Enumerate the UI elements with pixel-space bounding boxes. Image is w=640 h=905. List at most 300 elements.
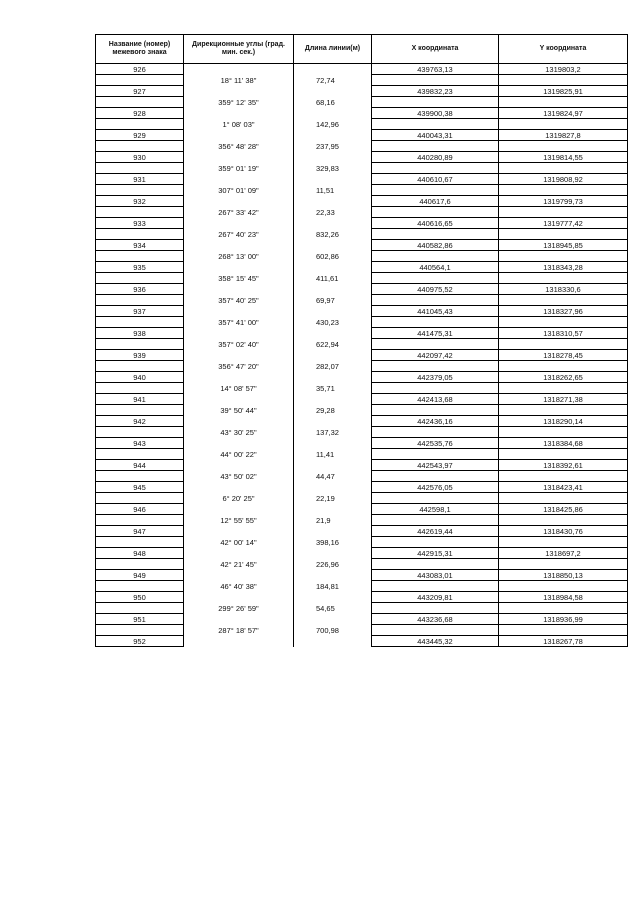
point-name-cell: 928 (96, 108, 184, 119)
empty-cell (294, 372, 372, 383)
table-row (96, 64, 628, 75)
empty-cell (96, 97, 184, 108)
point-name-cell: 944 (96, 460, 184, 471)
empty-cell (184, 438, 294, 449)
empty-cell (372, 229, 499, 240)
table-row (96, 350, 628, 361)
empty-cell (372, 515, 499, 526)
x-coordinate-cell: 442436,16 (372, 416, 499, 427)
empty-cell (184, 636, 294, 647)
empty-cell (499, 603, 628, 614)
table-row (96, 306, 628, 317)
direction-angle-cell: 358° 15' 45" (184, 273, 294, 284)
segment-row (96, 603, 628, 614)
x-coordinate-cell: 442413,68 (372, 394, 499, 405)
empty-cell (184, 196, 294, 207)
empty-cell (294, 592, 372, 603)
empty-cell (372, 185, 499, 196)
empty-cell (499, 339, 628, 350)
empty-cell (372, 251, 499, 262)
y-coordinate-cell: 1318945,85 (499, 240, 628, 251)
empty-cell (96, 207, 184, 218)
table-row (96, 174, 628, 185)
line-length-cell: 21,9 (294, 515, 372, 526)
header-y-coordinate: Y координата (499, 35, 628, 64)
line-length-cell: 69,97 (294, 295, 372, 306)
empty-cell (184, 130, 294, 141)
line-length-cell: 29,28 (294, 405, 372, 416)
segment-row (96, 449, 628, 460)
empty-cell (372, 141, 499, 152)
segment-row (96, 625, 628, 636)
point-name-cell: 943 (96, 438, 184, 449)
empty-cell (184, 240, 294, 251)
line-length-cell: 11,41 (294, 449, 372, 460)
point-name-cell: 949 (96, 570, 184, 581)
table-row (96, 152, 628, 163)
x-coordinate-cell: 439763,13 (372, 64, 499, 75)
y-coordinate-cell: 1319824,97 (499, 108, 628, 119)
table-body (96, 64, 628, 647)
segment-row (96, 339, 628, 350)
x-coordinate-cell: 440617,6 (372, 196, 499, 207)
table-row (96, 196, 628, 207)
empty-cell (294, 504, 372, 515)
direction-angle-cell: 39° 50' 44" (184, 405, 294, 416)
empty-cell (96, 449, 184, 460)
empty-cell (294, 460, 372, 471)
y-coordinate-cell: 1318310,57 (499, 328, 628, 339)
x-coordinate-cell: 439832,23 (372, 86, 499, 97)
empty-cell (96, 471, 184, 482)
y-coordinate-cell: 1318392,61 (499, 460, 628, 471)
point-name-cell: 952 (96, 636, 184, 647)
empty-cell (96, 493, 184, 504)
table-row (96, 284, 628, 295)
empty-cell (499, 207, 628, 218)
empty-cell (294, 416, 372, 427)
direction-angle-cell: 43° 30' 25" (184, 427, 294, 438)
empty-cell (372, 625, 499, 636)
empty-cell (96, 339, 184, 350)
x-coordinate-cell: 439900,38 (372, 108, 499, 119)
y-coordinate-cell: 1318327,96 (499, 306, 628, 317)
direction-angle-cell: 299° 26' 59" (184, 603, 294, 614)
empty-cell (96, 405, 184, 416)
y-coordinate-cell: 1319827,8 (499, 130, 628, 141)
table-row (96, 328, 628, 339)
x-coordinate-cell: 440280,89 (372, 152, 499, 163)
point-name-cell: 933 (96, 218, 184, 229)
table-row (96, 548, 628, 559)
y-coordinate-cell: 1318430,76 (499, 526, 628, 537)
empty-cell (96, 515, 184, 526)
y-coordinate-cell: 1318290,14 (499, 416, 628, 427)
empty-cell (294, 328, 372, 339)
table-row (96, 460, 628, 471)
y-coordinate-cell: 1318850,13 (499, 570, 628, 581)
table-row (96, 570, 628, 581)
empty-cell (96, 295, 184, 306)
x-coordinate-cell: 442379,05 (372, 372, 499, 383)
y-coordinate-cell: 1318425,86 (499, 504, 628, 515)
x-coordinate-cell: 442535,76 (372, 438, 499, 449)
empty-cell (96, 273, 184, 284)
table-row (96, 416, 628, 427)
x-coordinate-cell: 441475,31 (372, 328, 499, 339)
empty-cell (96, 185, 184, 196)
empty-cell (294, 636, 372, 647)
empty-cell (372, 119, 499, 130)
empty-cell (96, 383, 184, 394)
table-row (96, 504, 628, 515)
empty-cell (96, 229, 184, 240)
empty-cell (499, 163, 628, 174)
empty-cell (184, 548, 294, 559)
y-coordinate-cell: 1318262,65 (499, 372, 628, 383)
segment-row (96, 229, 628, 240)
empty-cell (184, 108, 294, 119)
segment-row (96, 559, 628, 570)
table-row (96, 526, 628, 537)
segment-row (96, 537, 628, 548)
table-row (96, 614, 628, 625)
empty-cell (372, 295, 499, 306)
empty-cell (499, 515, 628, 526)
y-coordinate-cell: 1318271,38 (499, 394, 628, 405)
segment-row (96, 295, 628, 306)
empty-cell (184, 350, 294, 361)
x-coordinate-cell: 442097,42 (372, 350, 499, 361)
header-line-length: Длина линии(м) (294, 35, 372, 64)
table-row (96, 130, 628, 141)
direction-angle-cell: 14° 08' 57" (184, 383, 294, 394)
table-row (96, 372, 628, 383)
line-length-cell: 602,86 (294, 251, 372, 262)
direction-angle-cell: 357° 40' 25" (184, 295, 294, 306)
segment-row (96, 493, 628, 504)
point-name-cell: 940 (96, 372, 184, 383)
direction-angle-cell: 12° 55' 55" (184, 515, 294, 526)
line-length-cell: 11,51 (294, 185, 372, 196)
direction-angle-cell: 356° 48' 28" (184, 141, 294, 152)
empty-cell (294, 196, 372, 207)
empty-cell (499, 625, 628, 636)
table-row (96, 108, 628, 119)
line-length-cell: 44,47 (294, 471, 372, 482)
empty-cell (499, 185, 628, 196)
segment-row (96, 251, 628, 262)
empty-cell (499, 471, 628, 482)
line-length-cell: 411,61 (294, 273, 372, 284)
empty-cell (372, 383, 499, 394)
y-coordinate-cell: 1318384,68 (499, 438, 628, 449)
line-length-cell: 398,16 (294, 537, 372, 548)
direction-angle-cell: 356° 47' 20" (184, 361, 294, 372)
y-coordinate-cell: 1318330,6 (499, 284, 628, 295)
line-length-cell: 54,65 (294, 603, 372, 614)
empty-cell (96, 625, 184, 636)
empty-cell (96, 603, 184, 614)
y-coordinate-cell: 1319814,55 (499, 152, 628, 163)
empty-cell (294, 614, 372, 625)
empty-cell (499, 493, 628, 504)
y-coordinate-cell: 1319803,2 (499, 64, 628, 75)
table-header-row (96, 35, 628, 64)
segment-row (96, 515, 628, 526)
direction-angle-cell: 1° 08' 03" (184, 119, 294, 130)
table-row (96, 240, 628, 251)
direction-angle-cell: 357° 02' 40" (184, 339, 294, 350)
direction-angle-cell: 46° 40' 38" (184, 581, 294, 592)
empty-cell (294, 570, 372, 581)
empty-cell (372, 449, 499, 460)
point-name-cell: 951 (96, 614, 184, 625)
empty-cell (184, 328, 294, 339)
line-length-cell: 430,23 (294, 317, 372, 328)
segment-row (96, 405, 628, 416)
empty-cell (184, 372, 294, 383)
x-coordinate-cell: 442598,1 (372, 504, 499, 515)
empty-cell (184, 504, 294, 515)
empty-cell (96, 163, 184, 174)
segment-row (96, 273, 628, 284)
line-length-cell: 22,33 (294, 207, 372, 218)
empty-cell (96, 427, 184, 438)
empty-cell (499, 383, 628, 394)
header-direction-angle: Дирекционные углы (град. мин. сек.) (184, 35, 294, 64)
direction-angle-cell: 267° 33' 42" (184, 207, 294, 218)
empty-cell (184, 482, 294, 493)
x-coordinate-cell: 440564,1 (372, 262, 499, 273)
direction-angle-cell: 359° 12' 35" (184, 97, 294, 108)
empty-cell (184, 460, 294, 471)
line-length-cell: 22,19 (294, 493, 372, 504)
empty-cell (294, 438, 372, 449)
point-name-cell: 942 (96, 416, 184, 427)
empty-cell (184, 394, 294, 405)
empty-cell (372, 471, 499, 482)
table-row (96, 262, 628, 273)
empty-cell (96, 581, 184, 592)
line-length-cell: 226,96 (294, 559, 372, 570)
x-coordinate-cell: 443236,68 (372, 614, 499, 625)
coordinates-table (95, 34, 628, 647)
x-coordinate-cell: 442915,31 (372, 548, 499, 559)
x-coordinate-cell: 440975,52 (372, 284, 499, 295)
direction-angle-cell: 357° 41' 00" (184, 317, 294, 328)
empty-cell (499, 405, 628, 416)
empty-cell (96, 141, 184, 152)
empty-cell (372, 75, 499, 86)
x-coordinate-cell: 440582,86 (372, 240, 499, 251)
empty-cell (294, 64, 372, 75)
point-name-cell: 948 (96, 548, 184, 559)
empty-cell (294, 218, 372, 229)
x-coordinate-cell: 442619,44 (372, 526, 499, 537)
empty-cell (294, 548, 372, 559)
y-coordinate-cell: 1318984,58 (499, 592, 628, 603)
empty-cell (372, 163, 499, 174)
empty-cell (499, 273, 628, 284)
empty-cell (499, 97, 628, 108)
empty-cell (372, 537, 499, 548)
point-name-cell: 931 (96, 174, 184, 185)
point-name-cell: 941 (96, 394, 184, 405)
empty-cell (294, 526, 372, 537)
y-coordinate-cell: 1318343,28 (499, 262, 628, 273)
empty-cell (372, 405, 499, 416)
y-coordinate-cell: 1318423,41 (499, 482, 628, 493)
empty-cell (184, 86, 294, 97)
empty-cell (184, 64, 294, 75)
table-row (96, 86, 628, 97)
empty-cell (294, 174, 372, 185)
segment-row (96, 119, 628, 130)
table-row (96, 394, 628, 405)
segment-row (96, 97, 628, 108)
x-coordinate-cell: 442543,97 (372, 460, 499, 471)
empty-cell (184, 570, 294, 581)
empty-cell (184, 614, 294, 625)
point-name-cell: 932 (96, 196, 184, 207)
empty-cell (499, 581, 628, 592)
empty-cell (499, 427, 628, 438)
empty-cell (184, 284, 294, 295)
line-length-cell: 622,94 (294, 339, 372, 350)
empty-cell (499, 537, 628, 548)
table-row (96, 438, 628, 449)
empty-cell (294, 394, 372, 405)
segment-row (96, 75, 628, 86)
empty-cell (294, 130, 372, 141)
direction-angle-cell: 44° 00' 22" (184, 449, 294, 460)
segment-row (96, 471, 628, 482)
empty-cell (184, 174, 294, 185)
point-name-cell: 937 (96, 306, 184, 317)
point-name-cell: 929 (96, 130, 184, 141)
empty-cell (372, 339, 499, 350)
empty-cell (294, 284, 372, 295)
y-coordinate-cell: 1318697,2 (499, 548, 628, 559)
line-length-cell: 137,32 (294, 427, 372, 438)
empty-cell (184, 592, 294, 603)
point-name-cell: 934 (96, 240, 184, 251)
segment-row (96, 317, 628, 328)
empty-cell (184, 262, 294, 273)
point-name-cell: 935 (96, 262, 184, 273)
y-coordinate-cell: 1319777,42 (499, 218, 628, 229)
empty-cell (294, 152, 372, 163)
empty-cell (184, 416, 294, 427)
header-x-coordinate: X координата (372, 35, 499, 64)
table-row (96, 482, 628, 493)
direction-angle-cell: 267° 40' 23" (184, 229, 294, 240)
x-coordinate-cell: 440610,67 (372, 174, 499, 185)
line-length-cell: 142,96 (294, 119, 372, 130)
empty-cell (372, 361, 499, 372)
empty-cell (499, 229, 628, 240)
point-name-cell: 926 (96, 64, 184, 75)
empty-cell (294, 240, 372, 251)
empty-cell (184, 306, 294, 317)
empty-cell (372, 273, 499, 284)
x-coordinate-cell: 442576,05 (372, 482, 499, 493)
segment-row (96, 185, 628, 196)
empty-cell (372, 559, 499, 570)
x-coordinate-cell: 440616,65 (372, 218, 499, 229)
empty-cell (96, 361, 184, 372)
direction-angle-cell: 268° 13' 00" (184, 251, 294, 262)
y-coordinate-cell: 1319808,92 (499, 174, 628, 185)
empty-cell (96, 317, 184, 328)
empty-cell (184, 152, 294, 163)
empty-cell (294, 350, 372, 361)
y-coordinate-cell: 1319799,73 (499, 196, 628, 207)
y-coordinate-cell: 1318267,78 (499, 636, 628, 647)
point-name-cell: 950 (96, 592, 184, 603)
empty-cell (372, 493, 499, 504)
point-name-cell: 946 (96, 504, 184, 515)
direction-angle-cell: 307° 01' 09" (184, 185, 294, 196)
direction-angle-cell: 42° 21' 45" (184, 559, 294, 570)
empty-cell (499, 559, 628, 570)
segment-row (96, 361, 628, 372)
empty-cell (372, 97, 499, 108)
empty-cell (499, 251, 628, 262)
empty-cell (499, 449, 628, 460)
segment-row (96, 163, 628, 174)
empty-cell (372, 581, 499, 592)
empty-cell (372, 603, 499, 614)
line-length-cell: 184,81 (294, 581, 372, 592)
header-point-name: Название (номер) межевого знака (96, 35, 184, 64)
line-length-cell: 35,71 (294, 383, 372, 394)
empty-cell (372, 317, 499, 328)
empty-cell (499, 141, 628, 152)
empty-cell (96, 119, 184, 130)
point-name-cell: 939 (96, 350, 184, 361)
direction-angle-cell: 6° 20' 25" (184, 493, 294, 504)
empty-cell (96, 75, 184, 86)
line-length-cell: 700,98 (294, 625, 372, 636)
direction-angle-cell: 42° 00' 14" (184, 537, 294, 548)
empty-cell (372, 207, 499, 218)
y-coordinate-cell: 1318278,45 (499, 350, 628, 361)
table-row (96, 218, 628, 229)
line-length-cell: 68,16 (294, 97, 372, 108)
segment-row (96, 207, 628, 218)
x-coordinate-cell: 443445,32 (372, 636, 499, 647)
x-coordinate-cell: 441045,43 (372, 306, 499, 317)
point-name-cell: 927 (96, 86, 184, 97)
table-row (96, 636, 628, 647)
direction-angle-cell: 43° 50' 02" (184, 471, 294, 482)
y-coordinate-cell: 1318936,99 (499, 614, 628, 625)
empty-cell (499, 295, 628, 306)
x-coordinate-cell: 443083,01 (372, 570, 499, 581)
table-row (96, 592, 628, 603)
empty-cell (372, 427, 499, 438)
empty-cell (294, 108, 372, 119)
segment-row (96, 581, 628, 592)
empty-cell (184, 526, 294, 537)
point-name-cell: 945 (96, 482, 184, 493)
empty-cell (184, 218, 294, 229)
segment-row (96, 141, 628, 152)
empty-cell (96, 537, 184, 548)
segment-row (96, 383, 628, 394)
